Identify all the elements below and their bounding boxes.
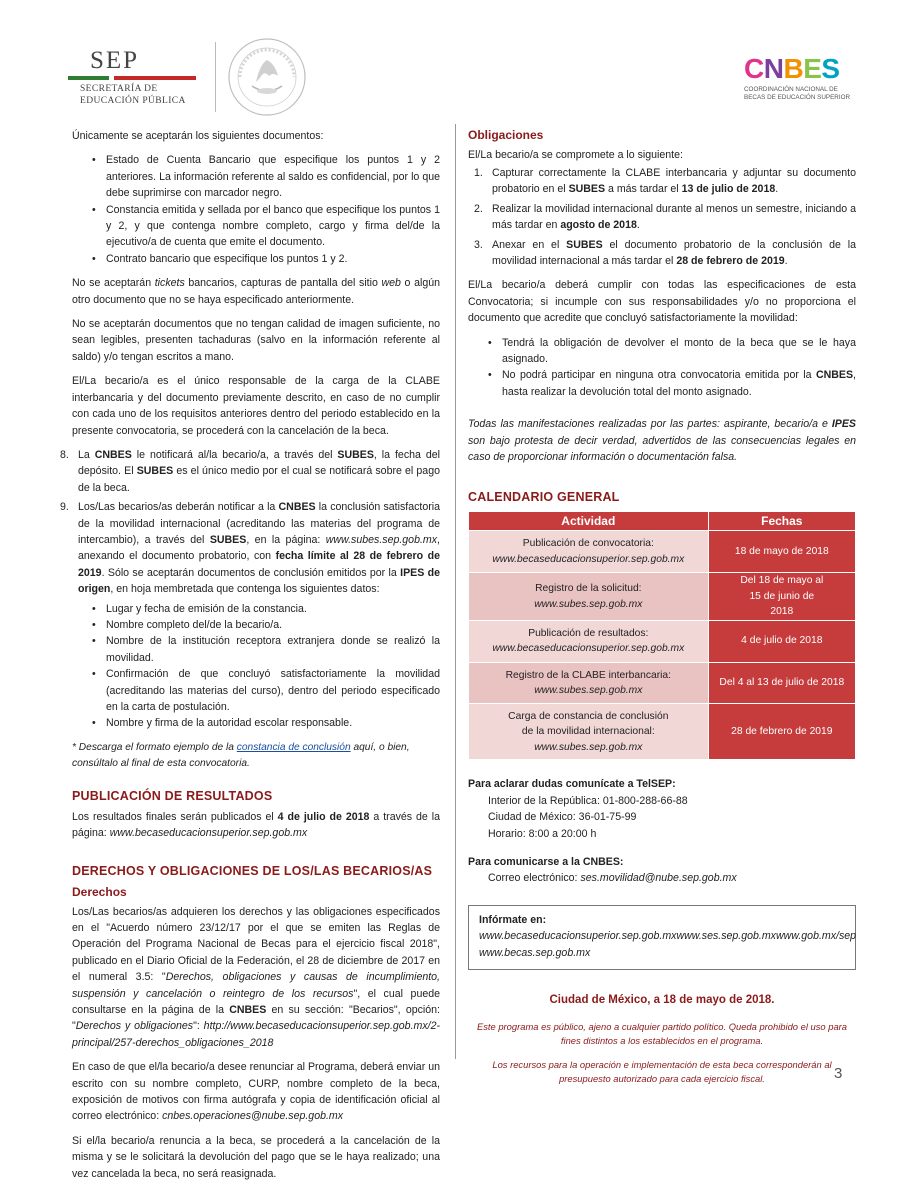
activity-cell — [469, 531, 709, 573]
paragraph-derechos — [72, 904, 440, 1052]
text: CNBES — [94, 448, 132, 461]
list-item: • Nombre completo del/de la becario/a. — [92, 617, 440, 633]
item-number: 9. — [60, 501, 69, 514]
section-title-publicacion: PUBLICACIÓN DE RESULTADOS — [72, 789, 273, 804]
informate-link: www.gob.mx/sep — [775, 930, 857, 943]
activity-label: Publicación de resultados: — [528, 627, 649, 639]
left-column — [60, 128, 441, 1190]
docs-intro: Únicamente se aceptarán los siguientes documentos: — [72, 130, 324, 142]
contact-lines — [468, 793, 856, 842]
informate-title: Infórmate en: — [479, 913, 547, 926]
table-header-row — [469, 511, 856, 531]
text: CNBES — [229, 1004, 267, 1017]
text: Los/Las becarios/as adquieren los derechos y las obligaciones especificados en el "Acuerdo número 23/12/17 por el que se emiten las Reglas de Operación del Programa Nacional de Becas para el ejercicio fiscal 2018", publicado en el Diario Oficial de la Federación, el 28 de diciembre de 2017 en el numeral 3.5: " — [72, 905, 440, 984]
text: IPES — [831, 418, 856, 431]
text: . — [636, 219, 640, 232]
text: , en la página: — [246, 533, 326, 546]
text: No se aceptarán — [72, 277, 155, 290]
activity-label: Publicación de convocatoria: — [522, 538, 654, 550]
contact-line: Ciudad de México: 36-01-75-99 — [488, 811, 637, 824]
text: La — [78, 448, 95, 461]
activity-label: Registro de la CLABE interbancaria: — [505, 669, 672, 681]
text: Derechos, obligaciones y causas de incumplimiento, suspensión y cancelación o reintegro de los recursos — [72, 971, 441, 1000]
text: tickets — [154, 277, 185, 290]
consecuencias-list — [488, 335, 856, 401]
text: ": — [193, 1020, 204, 1033]
text: 4 de julio de 2018 — [277, 810, 370, 823]
table-row — [469, 573, 856, 620]
sep-subtitle-line2: EDUCACIÓN PÚBLICA — [80, 95, 186, 106]
contact-title: Para comunicarse a la CNBES: — [468, 856, 624, 869]
right-column — [468, 126, 856, 1086]
paragraph-responsibility: El/La becario/a es el único responsable de la carga de la CLABE interbancaria y del documento previamente descrito, en caso de no cumplir con cada uno de los requisitos anteriores dentro del periodo establecido en la presente convocatoria, se procederá con la cancelación de la beca. — [72, 375, 440, 437]
activity-url: www.becaseducacionsuperior.sep.gob.mx — [492, 553, 685, 565]
text: No podrá participar en ninguna otra convocatoria emitida por la — [502, 369, 816, 382]
cnbes-letter: N — [763, 53, 784, 84]
table-row — [469, 662, 856, 704]
text: el documento probatorio de la conclusión de la movilidad internacional a más tardar el — [492, 238, 856, 268]
text: Capturar correctamente la CLABE interbancaria y adjuntar su documento probatorio en el — [492, 167, 856, 196]
section-title-derechos: DERECHOS Y OBLIGACIONES DE LOS/LAS BECARIOS/AS — [72, 863, 433, 878]
text: agosto de 2018 — [560, 219, 637, 232]
text: Correo electrónico: — [488, 872, 581, 885]
text: , en hoja membretada que contenga los siguientes datos: — [110, 583, 380, 596]
text: En caso de que el/la becario/a desee renunciar al Programa, deberá enviar un escrito con su nombre completo, CURP, nombre completo de la beca, exposición de motivos con firma autógrafa y copia de identificación oficial al correo electrónico: — [72, 1061, 440, 1123]
paragraph-image-quality: No se aceptarán documentos que no tengan calidad de imagen suficiente, no sean legibles, presenten tachaduras (salvo en la información referente al saldo) y/o tengan escritos a mano. — [72, 318, 440, 363]
text: son bajo protesta de decir verdad, advertidos de las consecuencias legales en caso de proporcionar información o documentación falsa. — [468, 434, 856, 464]
text: ", el cual puede consultarse en la página de la — [72, 987, 441, 1017]
text: en su sección: "Becarios", opción: " — [72, 1004, 440, 1033]
page-header — [0, 0, 900, 125]
paragraph-renuncia-cancel: Si el/la becario/a renuncia a la beca, se procederá a la cancelación de la misma y se le solicitará la devolución del pago que se le haya realizado; una vez cancelada la beca, no será reasignada. — [72, 1134, 440, 1180]
text: . Sólo se aceptarán documentos de conclusión emitidos por la — [101, 566, 401, 579]
paragraph-no-tickets — [72, 275, 440, 308]
contact-title: Para aclarar dudas comunícate a TelSEP: — [468, 778, 676, 791]
text: web — [381, 277, 401, 290]
activity-url: www.subes.sep.gob.mx — [534, 598, 643, 610]
text: Derechos y obligaciones — [75, 1020, 194, 1033]
cnbes-logo — [744, 55, 854, 101]
table-row — [469, 704, 856, 760]
text: Anexar en el — [492, 238, 567, 251]
activity-label: Registro de la solicitud: — [535, 583, 642, 595]
text: www.becaseducacionsuperior.sep.gob.mx — [109, 827, 308, 840]
text: Todas las manifestaciones realizadas por las partes: aspirante, becario/a e — [468, 418, 832, 431]
date-cell: 4 de julio de 2018 — [708, 620, 855, 662]
text: SUBES — [136, 465, 174, 478]
date-cell: 18 de mayo de 2018 — [708, 531, 855, 573]
subsection-title-derechos: Derechos — [72, 885, 127, 899]
text: bancarios, capturas de pantalla del sitio — [184, 277, 382, 290]
list-item: • Contrato bancario que especifique los puntos 1 y 2. — [92, 251, 440, 267]
item-number: 8. — [60, 448, 69, 461]
telsep-contact — [468, 776, 856, 842]
cnbes-letter: S — [821, 53, 840, 84]
text: . — [775, 183, 779, 196]
list-item — [474, 201, 856, 234]
text: o algún otro documento que no se haya especificado anteriormente. — [72, 277, 440, 306]
informate-link: www.becas.sep.gob.mx — [479, 946, 591, 959]
sep-wordmark: SEP — [90, 47, 140, 74]
constancia-link[interactable]: constancia de conclusión — [236, 741, 351, 753]
activity-label: Carga de constancia de conclusión de la movilidad internacional: — [508, 710, 669, 738]
text: le notificará al/la becario/a, a través del — [131, 448, 338, 461]
text: , hasta realizar la devolución total del monto asignado. — [502, 369, 856, 398]
cnbes-contact — [468, 854, 856, 887]
cnbes-letter: C — [744, 53, 764, 84]
cnbes-wordmark — [744, 55, 854, 83]
legal-notice-1: Este programa es público, ajeno a cualquier partido político. Queda prohibido el uso para fines distintos a los establecidos en el programa. — [476, 1020, 848, 1046]
text: Realizar la movilidad internacional durante al menos un semestre, iniciando a más tardar en — [492, 202, 856, 232]
informate-box — [468, 905, 856, 970]
date-cell: Del 18 de mayo al 15 de junio de 2018 — [708, 573, 855, 620]
list-item-9 — [60, 499, 440, 597]
sep-logo — [68, 48, 208, 108]
paragraph-publicacion — [72, 809, 440, 842]
subsection-title-obligaciones: Obligaciones — [468, 128, 544, 142]
text: Los resultados finales serán publicados el — [72, 810, 278, 823]
column-header-actividad: Actividad — [469, 511, 709, 531]
text: a más tardar el — [605, 183, 682, 196]
activity-cell — [469, 620, 709, 662]
list-item: • Nombre y firma de la autoridad escolar responsable. — [92, 715, 440, 731]
paragraph-renuncia — [72, 1059, 440, 1125]
list-item: • Confirmación de que concluyó satisfactoriamente la movilidad (acreditando las materias del curso), dentro del periodo especificado en la carta de postulación. — [92, 666, 440, 715]
text: 28 de febrero de 2019 — [676, 255, 785, 268]
list-item — [474, 237, 856, 270]
list-item: • Lugar y fecha de emisión de la constancia. — [92, 601, 440, 617]
item-number: 3. — [474, 238, 483, 251]
informate-link: www.becaseducacionsuperior.sep.gob.mx — [479, 930, 677, 943]
informate-links-row — [479, 928, 857, 944]
contact-email: ses.movilidad@nube.sep.gob.mx — [580, 872, 737, 885]
list-item: • Nombre de la institución receptora extranjera donde se realizó la movilidad. — [92, 633, 440, 666]
activity-url: www.subes.sep.gob.mx — [534, 741, 643, 753]
list-item: • Estado de Cuenta Bancario que especifique los puntos 1 y 2 anteriores. La información referente al saldo es confidencial, por lo que debe suprimirse con marcador negro. — [92, 152, 440, 201]
download-note — [72, 740, 440, 772]
text: es el único medio por el cual se notificará sobre el pago de la beca. — [78, 465, 440, 494]
paragraph-incumplimiento: El/La becario/a deberá cumplir con todas las especificaciones de esta Convocatoria; si incumple con sus responsabilidades y/o no proporciona el documento que acredite que concluyó satisfactoriamente la movilidad: — [468, 279, 856, 325]
table-row — [469, 531, 856, 573]
page-number: 3 — [834, 1065, 843, 1082]
text: a través de la página: — [72, 810, 441, 840]
list-item — [488, 367, 856, 400]
calendar-table — [468, 511, 856, 761]
item-number: 2. — [474, 202, 483, 215]
date-cell: 28 de febrero de 2019 — [708, 704, 855, 760]
contact-line: Horario: 8:00 a 20:00 h — [488, 827, 597, 840]
activity-cell — [469, 662, 709, 704]
text: CNBES — [815, 369, 854, 382]
text: SUBES — [209, 533, 247, 546]
activity-url: www.becaseducacionsuperior.sep.gob.mx — [492, 643, 685, 655]
text: , la fecha del depósito. El — [78, 448, 440, 478]
paragraph-protesta — [468, 416, 856, 465]
sep-subtitle-line1: SECRETARÍA DE — [80, 84, 158, 94]
informate-link: www.ses.sep.gob.mx — [676, 930, 776, 943]
numbered-list — [60, 447, 440, 598]
contact-lines — [468, 870, 856, 886]
text: CNBES — [278, 501, 316, 514]
text: SUBES — [568, 183, 606, 196]
text: IPES de origen — [78, 566, 440, 596]
text: * Descarga el formato ejemplo de la — [72, 741, 237, 753]
section-title-calendario: CALENDARIO GENERAL — [468, 489, 620, 504]
activity-cell — [469, 573, 709, 620]
text: www.subes.sep.gob.mx — [325, 533, 438, 546]
sep-subtitle — [80, 84, 208, 108]
date-cell: Del 4 al 13 de julio de 2018 — [708, 662, 855, 704]
table-row — [469, 620, 856, 662]
text: , anexando el documento probatorio, con — [78, 533, 440, 563]
activity-cell — [469, 704, 709, 760]
docs-list — [92, 152, 440, 267]
cnbes-subtitle — [744, 86, 854, 101]
text: . — [784, 255, 788, 268]
list-item: • Tendrá la obligación de devolver el monto de la beca que se le haya asignado. — [488, 335, 856, 368]
list-item-8 — [60, 447, 440, 496]
activity-url: www.subes.sep.gob.mx — [534, 684, 643, 696]
legal-notice-2: Los recursos para la operación e implementación de esta beca corresponderán al presupuesto autorizado para cada ejercicio fiscal. — [492, 1059, 832, 1085]
text: http://www.becaseducacionsuperior.sep.gob.mx/2-principal/257-derechos_obligaciones_2018 — [72, 1020, 440, 1049]
place-and-date: Ciudad de México, a 18 de mayo de 2018. — [549, 994, 775, 1007]
item-number: 1. — [474, 167, 483, 179]
obligaciones-intro: El/La becario/a se compromete a lo siguiente: — [468, 148, 683, 161]
cnbes-letter: E — [803, 53, 822, 84]
list-item: • Constancia emitida y sellada por el banco que especifique los puntos 1 y 2, y que contenga nombre completo, cargo y firma del/de la ejecutivo/a de cuenta que emite el documento. — [92, 202, 440, 251]
list-item — [474, 165, 856, 198]
text: cnbes.operaciones@nube.sep.gob.mx — [162, 1110, 344, 1123]
text: SUBES — [566, 238, 603, 251]
text: la conclusión satisfactoria de la movilidad internacional (acreditando las materias del programa de intercambio), a través del — [78, 501, 440, 546]
cnbes-subtitle-line1: COORDINACIÓN NACIONAL DE — [744, 86, 838, 93]
flag-stripe — [68, 76, 196, 80]
text: fecha límite al 28 de febrero de 2019 — [78, 550, 440, 579]
cnbes-subtitle-line2: BECAS DE EDUCACIÓN SUPERIOR — [744, 93, 851, 101]
text: SUBES — [337, 448, 374, 461]
header-divider — [215, 42, 216, 112]
column-header-fechas: Fechas — [708, 511, 855, 531]
text: 13 de julio de 2018 — [681, 183, 776, 196]
obligaciones-list — [474, 165, 856, 269]
text: aquí, o bien, consúltalo al final de esta convocatoria. — [72, 741, 410, 769]
text: Los/Las becarios/as deberán notificar a la — [78, 501, 279, 514]
national-seal-icon — [226, 36, 308, 118]
contact-line: Interior de la República: 01-800-288-66-88 — [488, 794, 688, 807]
constancia-data-list — [92, 601, 440, 732]
cnbes-letter: B — [783, 53, 804, 84]
column-divider — [455, 124, 456, 1059]
